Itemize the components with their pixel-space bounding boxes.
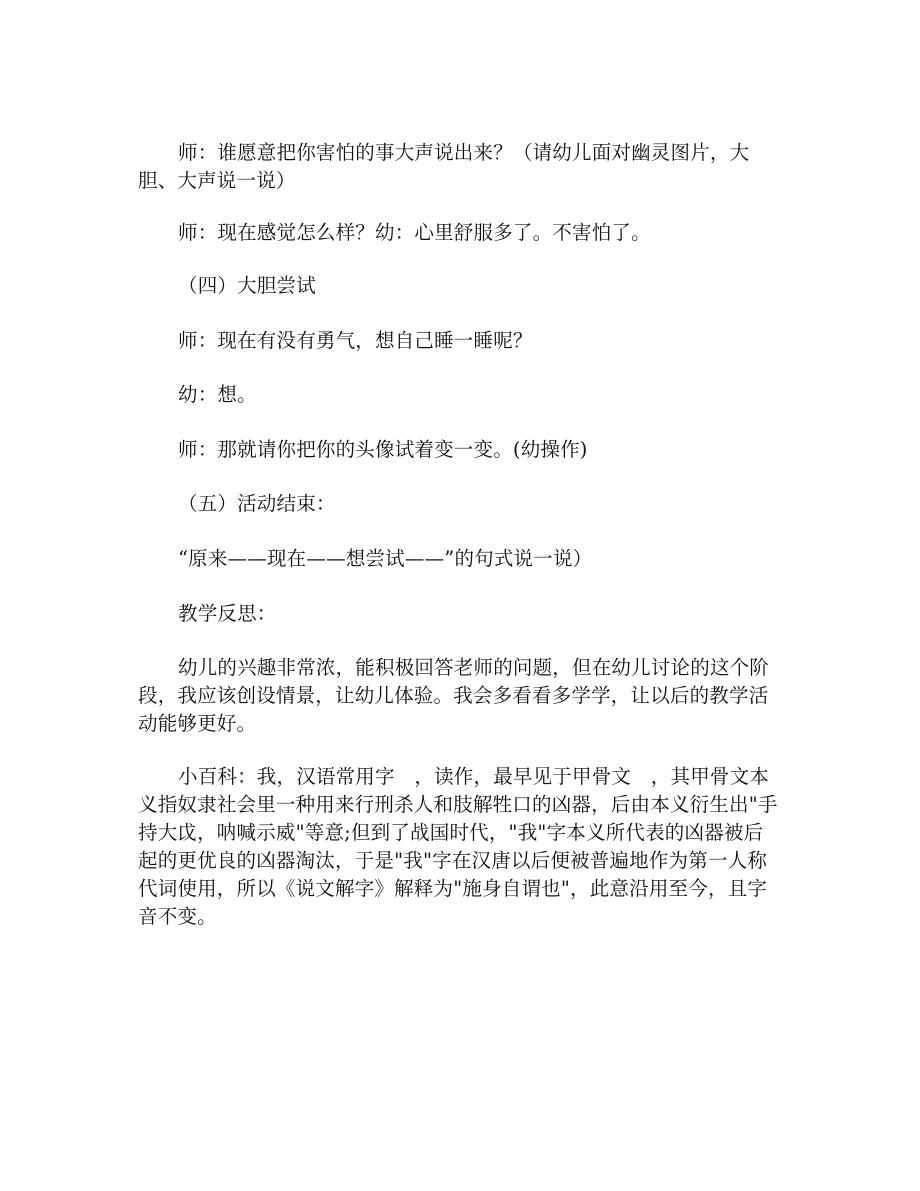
paragraph-sentence-pattern: “原来——现在——想尝试——”的句式说一说）: [178, 547, 593, 570]
paragraph-teacher-avatar: 师：那就请你把你的头像试着变一变。(幼操作): [178, 438, 588, 461]
paragraph-teacher-courage: 师：现在有没有勇气，想自己睡一睡呢？: [178, 329, 533, 352]
paragraph-child-answer: 幼：想。: [178, 383, 257, 406]
section-heading-four: （四）大胆尝试: [178, 274, 316, 297]
section-heading-reflection: 教学反思：: [178, 602, 277, 625]
section-heading-five: （五）活动结束：: [178, 492, 336, 515]
paragraph-teacher-question: 师：谁愿意把你害怕的事大声说出来？（请幼儿面对幽灵图片，大胆、大声说一说）: [138, 141, 750, 192]
paragraph-reflection-body: 幼儿的兴趣非常浓，能积极回答老师的问题，但在幼儿讨论的这个阶段，我应该创设情景，让幼儿体验。我会多看看多学学，让以后的教学活动能够更好。: [138, 656, 770, 735]
paragraph-encyclopedia: 小百科：我，汉语常用字 ，读作，最早见于甲骨文 ，其甲骨文本义指奴隶社会里一种用来行刑杀人和肢解牲口的凶器，后由本义衍生出"手持大戉，呐喊示威"等意;但到了战国时代，"我"字本义所代表的凶器被后起的更优良的凶器淘汰，于是"我"字在汉唐以后便被普遍地作为第一人称代词使用，所以《说文解字》解释为"施身自谓也"，此意沿用至今，且字音不变。: [138, 765, 778, 928]
paragraph-teacher-feeling: 师：现在感觉怎么样？幼：心里舒服多了。不害怕了。: [178, 221, 651, 244]
